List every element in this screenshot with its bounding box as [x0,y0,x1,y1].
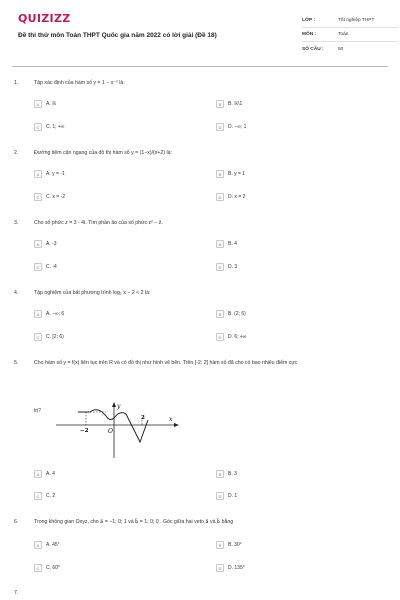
header-divider [12,66,388,67]
option-c[interactable] [34,121,64,133]
meta-row-class [302,14,398,28]
option-b[interactable] [216,308,246,320]
question-text: Cho hàm số y = f(x) liên tục trên R và có đồ thị như hình vẽ bên. Trên [-2; 2] hàm số đã cho có bao nhiêu điểm cực [34,360,298,366]
option-text: B. y = 1 [228,171,246,177]
option-b[interactable] [216,238,237,250]
meta-value: Toán [338,32,349,37]
question-text: Đường tiệm cận ngang của đồ thị hàm số y = (1−x)/(x+2) là: [34,150,172,156]
meta-row-count [302,42,398,56]
option-key-box: A [34,310,42,318]
question-text: Tập xác định của hàm số y = 1 − x⁻² là: [34,80,125,86]
meta-label: MÔN : [302,32,317,37]
option-text: A. -3 [46,241,57,247]
question-2 [14,150,386,210]
option-key-box: B [216,170,224,178]
option-key-box: C [34,193,42,201]
option-key-box: C [34,492,42,500]
meta-value: 50 [338,46,344,52]
option-text: C. -4 [46,264,57,270]
option-b[interactable] [216,98,242,110]
option-c[interactable] [34,331,64,343]
option-key-box: B [216,100,224,108]
option-d[interactable] [216,490,237,502]
option-key-box: D [216,333,224,341]
option-text: B. 3 [228,471,237,477]
question-number: 5. [14,360,19,366]
option-c[interactable] [34,191,65,203]
function-graph [54,400,184,460]
option-text: C. x = -2 [46,194,66,200]
option-key-box: B [216,240,224,248]
option-text: C. 2 [46,493,56,499]
option-key-box: C [34,123,42,131]
option-c[interactable] [34,490,55,502]
option-key-box: C [34,564,42,572]
option-key-box: A [34,541,42,549]
option-text: C. 60° [46,565,60,571]
option-d[interactable] [216,562,245,574]
option-b[interactable] [216,168,245,180]
tick-label-neg2: −2 [80,428,89,434]
question-number: 7. [14,590,19,596]
question-text-continued: trị? [34,408,41,414]
option-text: C. 1; +∞ [46,124,65,130]
option-c[interactable] [34,562,60,574]
option-text: D. x = 2 [228,194,246,200]
option-key-box: B [216,470,224,478]
y-axis-arrow [112,402,116,407]
option-text: A. y = -1 [46,171,65,177]
option-key-box: D [216,492,224,500]
meta-label: LỚP : [302,18,316,23]
option-a[interactable] [34,308,64,320]
option-key-box: D [216,123,224,131]
meta-table [302,14,398,56]
option-d[interactable] [216,261,237,273]
function-curve [78,410,148,442]
option-key-box: B [216,310,224,318]
option-key-box: C [34,263,42,271]
question-4 [14,290,386,350]
question-7 [14,590,386,600]
option-text: A. −∞; 6 [46,311,65,317]
option-text: A. 4 [46,471,55,477]
option-b[interactable] [216,539,242,551]
option-text: B. 30° [228,542,242,548]
option-text: D. 3 [228,264,238,270]
option-a[interactable] [34,98,56,110]
option-a[interactable] [34,468,55,480]
question-5 [14,360,386,510]
question-3 [14,220,386,280]
option-text: D. −∞; 1 [228,124,247,130]
question-number: 4. [14,290,19,296]
header [12,10,388,62]
question-number: 1. [14,80,19,86]
option-text: A. 45° [46,542,60,548]
option-b[interactable] [216,468,237,480]
option-key-box: D [216,263,224,271]
option-text: D. 135° [228,565,245,571]
question-text: Cho số phức z = 3 - 4i. Tìm phần ảo của số phức z² − z̄. [34,220,163,226]
meta-row-subject [302,28,398,42]
tick-label-2: 2 [141,415,145,421]
meta-value: Tốt nghiệp THPT [338,18,375,23]
option-key-box: B [216,541,224,549]
option-key-box: A [34,100,42,108]
option-d[interactable] [216,331,246,343]
option-text: B. (2; 6) [228,311,246,317]
x-axis-arrow [174,423,179,427]
y-axis-label: y [117,403,121,410]
option-key-box: C [34,333,42,341]
option-text: D. 1 [228,493,238,499]
option-key-box: A [34,240,42,248]
option-d[interactable] [216,191,245,203]
question-6 [14,519,386,579]
option-c[interactable] [34,261,57,273]
origin-label: O [108,428,113,435]
option-key-box: D [216,193,224,201]
question-text: Trong không gian Oxyz, cho a⃗ = −1; 0; 1 và b⃗ = 1; 0; 0 . Góc giữa hai veto a⃗ và b⃗ bằng [34,519,234,525]
question-text: Tập nghiệm của bất phương trình log₂ x − 2 < 2 là: [34,290,151,296]
option-text: B. 4 [228,241,237,247]
question-1 [14,80,386,140]
option-a[interactable] [34,238,57,250]
question-number: 3. [14,220,19,226]
question-number: 6. [14,519,19,525]
page-title: Đề thi thử môn Toán THPT Quốc gia năm 2022 có lời giải (Đề 18) [18,32,217,39]
option-a[interactable] [34,168,65,180]
x-axis-label: x [169,416,173,423]
option-text: C. [2; 6) [46,334,64,340]
option-d[interactable] [216,121,246,133]
option-text: A. ℝ [46,101,57,107]
question-number: 2. [14,150,19,156]
quizizz-logo: QUIZIZZ [18,12,71,25]
option-text: B. ℝ\1 [228,101,243,107]
option-key-box: A [34,470,42,478]
option-text: D. 6; +∞ [228,334,247,340]
option-key-box: D [216,564,224,572]
meta-label: SỐ CÂU : [302,46,324,52]
option-a[interactable] [34,539,60,551]
option-key-box: A [34,170,42,178]
